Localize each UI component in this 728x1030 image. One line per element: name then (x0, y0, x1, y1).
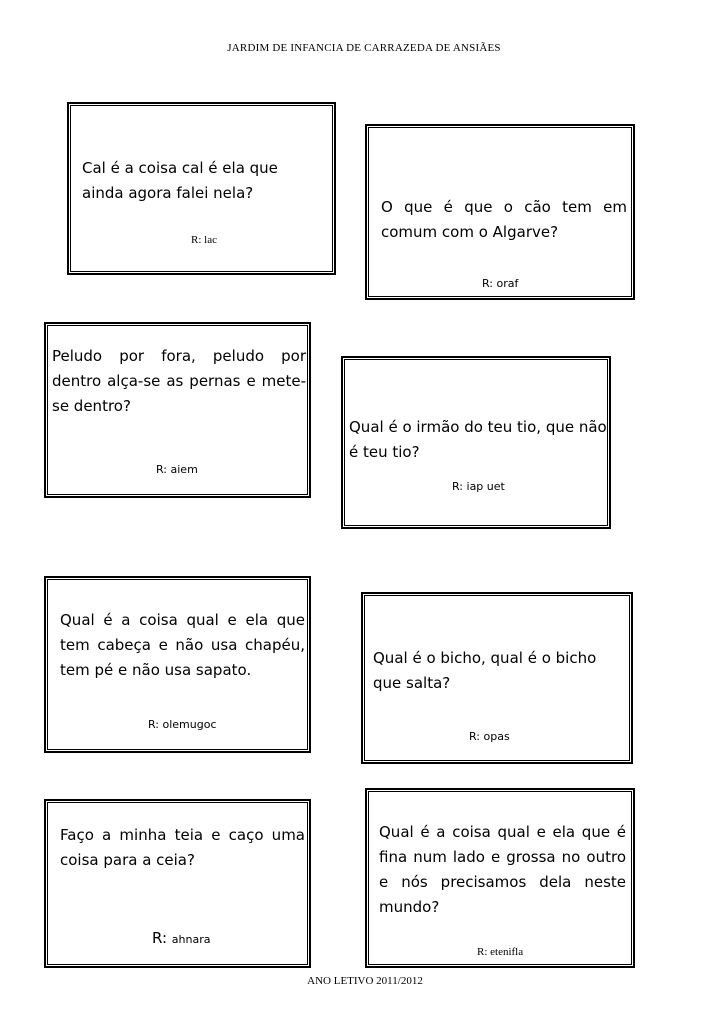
riddle-answer: R: opas (469, 730, 510, 743)
riddle-answer: R: oraf (482, 277, 519, 290)
riddle-question: O que é que o cão tem em comum com o Algarve? (381, 198, 627, 241)
riddle-card-6 (362, 593, 632, 763)
riddle-card-1 (68, 103, 335, 274)
riddle-question: Cal é a coisa cal é ela que ainda agora falei nela? (82, 159, 278, 202)
riddle-answer-prefix: R: (152, 929, 168, 947)
page-footer: ANO LETIVO 2011/2012 (307, 975, 423, 987)
riddle-card-2 (366, 125, 634, 299)
riddle-card-4 (342, 357, 610, 528)
riddle-card-5 (45, 577, 310, 752)
riddle-answer-text: ahnara (171, 933, 211, 946)
riddle-question: Qual é a coisa qual e ela que tem cabeça e não usa chapéu, tem pé e não usa sapato. (60, 611, 305, 679)
riddle-question: Peludo por fora, peludo por dentro alça-se as pernas e mete-se dentro? (52, 347, 306, 415)
riddle-card-7 (45, 800, 310, 967)
riddle-answer: R: etenifla (477, 946, 524, 958)
riddle-card-8 (366, 789, 634, 967)
riddle-answer: R: aiem (156, 463, 198, 476)
riddle-answer (152, 931, 211, 947)
riddle-question: Qual é o irmão do teu tio, que não é teu tio? (349, 418, 607, 461)
riddle-question: Qual é a coisa qual e ela que é fina num lado e grossa no outro e nós precisamos dela neste mundo? (379, 823, 626, 916)
riddle-answer: R: iap uet (452, 480, 505, 493)
riddle-question: Qual é o bicho, qual é o bicho que salta? (373, 649, 597, 692)
riddle-answer: R: lac (191, 234, 217, 246)
riddle-question: Faço a minha teia e caço uma coisa para a ceia? (60, 826, 305, 869)
page-header: JARDIM DE INFANCIA DE CARRAZEDA DE ANSIÃES (227, 42, 501, 54)
riddle-card-3 (45, 323, 310, 497)
riddle-answer: R: olemugoc (148, 718, 217, 731)
